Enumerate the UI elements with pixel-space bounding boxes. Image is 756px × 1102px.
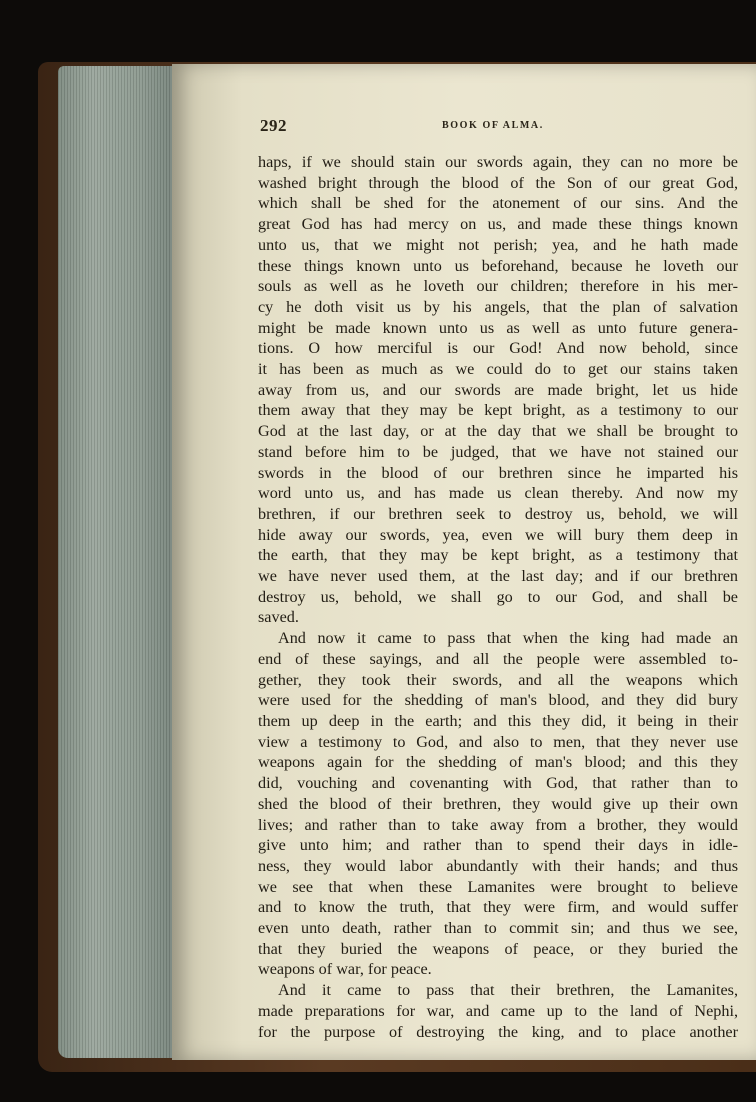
- text-line: the earth, that they may be kept bright, as a testimony that: [258, 546, 738, 565]
- text-line: were used for the shedding of man's blood, and they did bury: [258, 691, 738, 710]
- text-line: God at the last day, or at the day that we shall be brought to: [258, 422, 738, 441]
- text-line: word unto us, and has made us clean thereby. And now my: [258, 484, 738, 503]
- paragraph-start-line: And now it came to pass that when the king had made an: [278, 629, 738, 648]
- text-line: gether, they took their swords, and all the weapons which: [258, 670, 738, 689]
- running-head: [260, 116, 560, 138]
- text-line: it has been as much as we could do to get our stains taken: [258, 360, 738, 379]
- text-line: souls as well as he loveth our children; therefore in his mer-: [258, 277, 738, 296]
- page-edges: [58, 66, 176, 1058]
- text-line: that they buried the weapons of peace, or they buried the: [258, 939, 738, 958]
- text-line: unto us, that we might not perish; yea, and he hath made: [258, 235, 738, 254]
- text-line: stand before him to be judged, that we have not stained our: [258, 442, 738, 461]
- text-line: and to know the truth, that they were firm, and would suffer: [258, 898, 738, 917]
- text-line: made preparations for war, and came up to the land of Nephi,: [258, 1001, 738, 1020]
- text-line: away from us, and our swords are made bright, let us hide: [258, 380, 738, 399]
- text-line: might be made known unto us as well as unto future genera-: [258, 318, 738, 337]
- text-line: view a testimony to God, and also to men, that they never use: [258, 732, 738, 751]
- text-line: shed the blood of their brethren, they would give up their own: [258, 794, 738, 813]
- text-line: hide away our swords, yea, even we will bury them deep in: [258, 525, 738, 544]
- text-line: even unto death, rather than to commit sin; and thus we see,: [258, 919, 738, 938]
- text-line: these things known unto us beforehand, because he loveth our: [258, 256, 738, 275]
- paragraph-start-line: And it came to pass that their brethren, the Lamanites,: [278, 981, 738, 1000]
- text-line: ness, they would labor abundantly with their hands; and thus: [258, 856, 738, 875]
- text-line: destroy us, behold, we shall go to our God, and shall be: [258, 587, 738, 606]
- text-line: give unto him; and rather than to spend their days in idle-: [258, 836, 738, 855]
- text-line: great God has had mercy on us, and made these things known: [258, 215, 738, 234]
- text-line: we see that when these Lamanites were brought to believe: [258, 877, 738, 896]
- text-line: cy he doth visit us by his angels, that the plan of salvation: [258, 297, 738, 316]
- text-line: weapons again for the shedding of man's blood; and this they: [258, 753, 738, 772]
- text-line: which shall be shed for the atonement of our sins. And the: [258, 194, 738, 213]
- text-line: tions. O how merciful is our God! And now behold, since: [258, 339, 738, 358]
- text-line: them up deep in the earth; and this they did, it being in their: [258, 711, 738, 730]
- page-number: 292: [260, 116, 287, 135]
- text-line: swords in the blood of our brethren since he imparted his: [258, 463, 738, 482]
- book-title: BOOK OF ALMA.: [442, 120, 544, 131]
- text-line: haps, if we should stain our swords again, they can no more be: [258, 153, 738, 171]
- text-line: weapons of war, for peace.: [258, 960, 432, 979]
- text-line: them away that they may be kept bright, as a testimony to our: [258, 401, 738, 420]
- text-line: for the purpose of destroying the king, and to place another: [258, 1022, 738, 1041]
- text-line: did, vouching and covenanting with God, that rather than to: [258, 774, 738, 793]
- text-line: washed bright through the blood of the Son of our great God,: [258, 173, 738, 192]
- text-line: saved.: [258, 608, 299, 627]
- body-text: [258, 152, 738, 1042]
- text-line: lives; and rather than to take away from a brother, they would: [258, 815, 738, 834]
- text-line: end of these sayings, and all the people were assembled to-: [258, 649, 738, 668]
- text-line: brethren, if our brethren seek to destroy us, behold, we will: [258, 504, 738, 523]
- text-line: we have never used them, at the last day; and if our brethren: [258, 567, 738, 586]
